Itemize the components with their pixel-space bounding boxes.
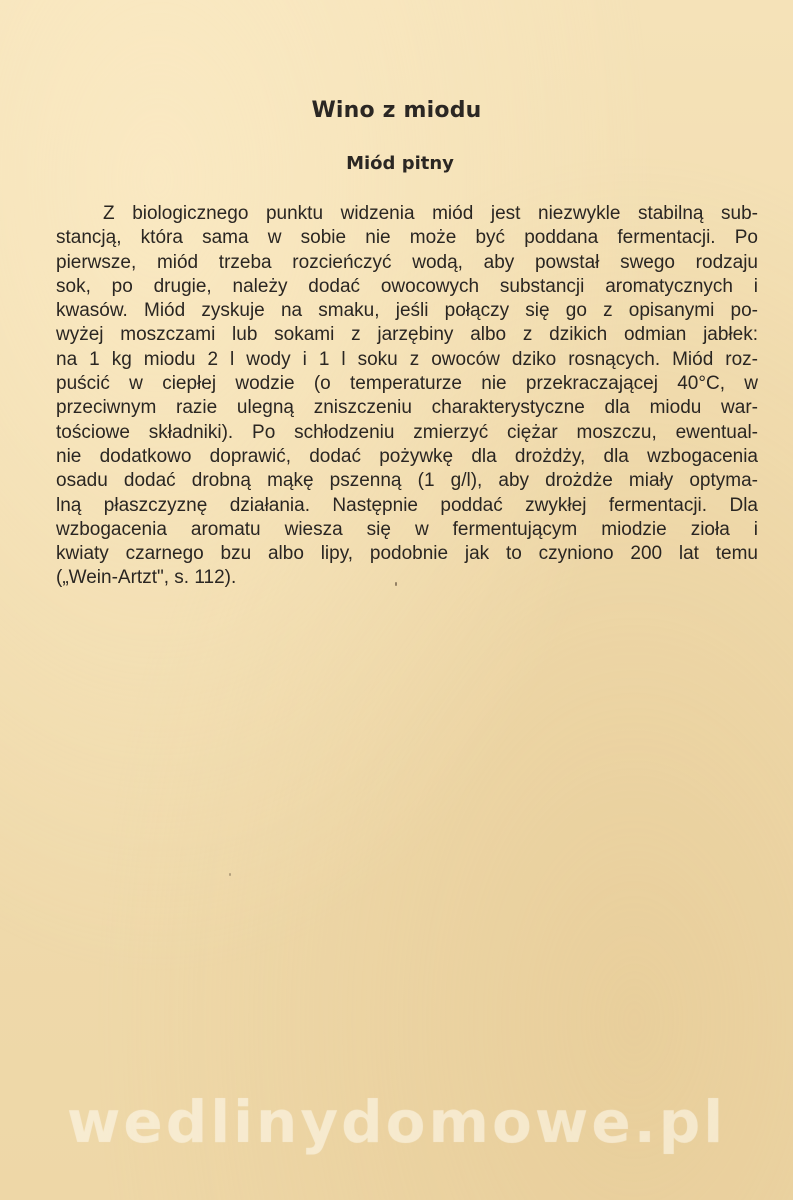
- paragraph-line: kwasów. Miód zyskuje na smaku, jeśli połączy się go z opisanymi po-: [56, 300, 758, 322]
- paragraph-line: Z biologicznego punktu widzenia miód jest niezwykle stabilną sub-: [103, 203, 758, 224]
- paragraph-line: puścić w ciepłej wodzie (o temperaturze nie przekraczającej 40°C, w: [56, 373, 758, 395]
- page-title: Wino z miodu: [311, 98, 482, 123]
- body-paragraph: [56, 202, 758, 591]
- paragraph-line: sok, po drugie, należy dodać owocowych substancji aromatycznych i: [56, 275, 758, 297]
- paragraph-line: kwiaty czarnego bzu albo lipy, podobnie jak to czyniono 200 lat temu: [56, 543, 758, 565]
- paragraph-line: osadu dodać drobną mąkę pszenną (1 g/l), aby drożdże miały optyma-: [56, 470, 758, 492]
- paragraph-line: wzbogacenia aromatu wiesza się w fermentującym miodzie zioła i: [56, 518, 758, 540]
- paragraph-line: („Wein-Artzt", s. 112).: [56, 567, 237, 589]
- paragraph-line: nie dodatkowo doprawić, dodać pożywkę dla drożdży, dla wzbogacenia: [56, 445, 758, 467]
- paragraph-line: wyżej moszczami lub sokami z jarzębiny albo z dzikich odmian jabłek:: [56, 324, 758, 346]
- paragraph-line: pierwsze, miód trzeba rozcieńczyć wodą, aby powstał swego rodzaju: [56, 251, 758, 273]
- paragraph-line: tościowe składniki). Po schłodzeniu zmierzyć ciężar moszczu, ewentual-: [56, 421, 758, 443]
- paragraph-line: na 1 kg miodu 2 l wody i 1 l soku z owoców dziko rosnących. Miód roz-: [56, 348, 758, 370]
- watermark: wedlinydomowe.pl: [66, 1088, 727, 1156]
- paragraph-line: stancją, która sama w sobie nie może być poddana fermentacji. Po: [56, 227, 758, 249]
- section-subtitle: Miód pitny: [346, 153, 454, 174]
- paragraph-line: lną płaszczyznę działania. Następnie poddać zwykłej fermentacji. Dla: [56, 494, 758, 516]
- paragraph-line: przeciwnym razie ulegną zniszczeniu charakterystyczne dla miodu war-: [56, 397, 758, 419]
- paper-speck: [395, 582, 397, 586]
- paper-speck: [229, 873, 231, 876]
